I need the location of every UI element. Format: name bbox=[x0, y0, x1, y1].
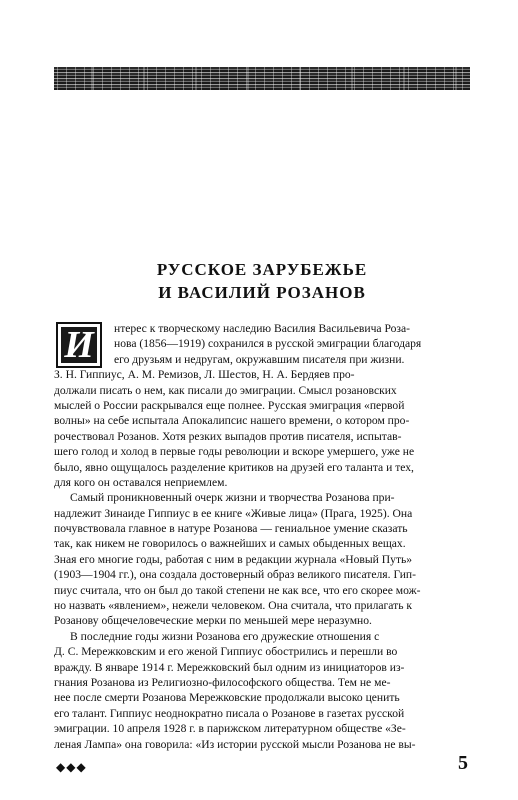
text-line: леная Лампа» она говорила: «Из истории русской мысли Розанова не вы- bbox=[54, 737, 416, 751]
text-line: пиус считала, что он был до такой степени не как все, что его скорее мож- bbox=[54, 583, 421, 597]
decorative-banner bbox=[54, 67, 470, 90]
chapter-title-line-2: И ВАСИЛИЙ РОЗАНОВ bbox=[158, 283, 366, 302]
page-number: 5 bbox=[458, 752, 468, 774]
text-line: надлежит Зинаиде Гиппиус в ее книге «Живые лица» (Прага, 1925). Она bbox=[54, 506, 413, 520]
text-line: З. Н. Гиппиус, А. М. Ремизов, Л. Шестов, Н. А. Бердяев про- bbox=[54, 368, 355, 382]
text-line: В последние годы жизни Розанова его дружеские отношения с bbox=[70, 629, 380, 643]
text-line: Самый проникновенный очерк жизни и творчества Розанова при- bbox=[70, 491, 395, 505]
text-line: нее после смерти Розанова Мережковские продолжали высоко ценить bbox=[54, 691, 400, 705]
text-line: рочествовал Розанов. Хотя резких выпадов против писателя, испытав- bbox=[54, 429, 402, 443]
text-line: гнания Розанова из Религиозно-философского общества. Тем не ме- bbox=[54, 675, 391, 689]
text-line: волны» на себе испытала Апокалипсис нашего времени, о котором про- bbox=[54, 414, 410, 428]
text-line: Розанову общечеловеческие мерки по меньшей мере неразумно. bbox=[54, 614, 372, 628]
text-line: так, как никем не говорилось о важнейших и самых обыденных вещах. bbox=[54, 537, 406, 551]
text-line: нова (1856—1919) сохранился в русской эмиграции благодаря bbox=[114, 337, 422, 351]
text-line: было, явно ощущалось разделение критиков на друзей его таланта и тех, bbox=[54, 460, 414, 474]
text-line: но назвать «явлением», нежели человеком. Она считала, что прилагать к bbox=[54, 599, 413, 613]
text-line: его друзьям и недругам, окружавшим писателя при жизни. bbox=[114, 352, 405, 366]
text-line: вражду. В январе 1914 г. Мережковский был одним из инициаторов из- bbox=[54, 660, 405, 674]
text-line: Зная его многие годы, работая с ним в редакции журнала «Новый Путь» bbox=[54, 552, 413, 566]
text-line: шего голод и холод в первые годы революции и вскоре умершего, уже не bbox=[54, 445, 415, 459]
text-line: нтерес к творческому наследию Василия Васильевича Роза- bbox=[114, 322, 410, 335]
body-text bbox=[54, 321, 470, 752]
text-line: (1903—1904 гг.), она создала достоверный образ великого писателя. Гип- bbox=[54, 568, 416, 582]
text-line: эмиграции. 10 апреля 1928 г. в парижском литературном обществе «Зе- bbox=[54, 722, 406, 736]
footer-ornament: ◆◆◆ bbox=[56, 760, 87, 774]
text-line: должали писать о нем, как писали до эмиграции. Смысл розановских bbox=[54, 383, 397, 397]
chapter-title-line-1: РУССКОЕ ЗАРУБЕЖЬЕ bbox=[156, 260, 368, 279]
text-line: для кого он оставался неприемлем. bbox=[54, 475, 228, 489]
chapter-title bbox=[54, 258, 470, 304]
text-line: Д. С. Мережковским и его женой Гиппиус обострились и перешли во bbox=[54, 645, 398, 659]
drop-cap-letter: И bbox=[61, 327, 97, 363]
text-line: мыслей о России раскрывался еще полнее. Русская эмиграция «первой bbox=[54, 398, 405, 412]
text-line: почувствовала главное в натуре Розанова — гениальное умение сказать bbox=[54, 522, 408, 536]
text-line: его талант. Гиппиус неоднократно писала о Розанове в газетах русской bbox=[54, 706, 405, 720]
